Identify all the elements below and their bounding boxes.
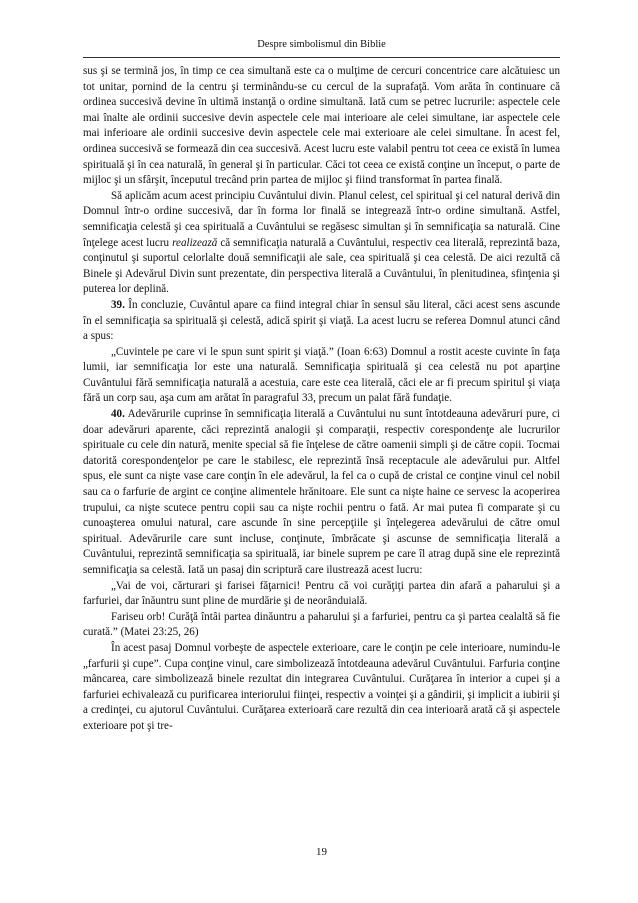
running-header: Despre simbolismul din Biblie xyxy=(257,39,386,50)
scripture-quote-matthew-part-2: Fariseu orb! Curăţă întâi partea dinăuntru a paharului şi a farfuriei, pentru ca şi partea cealaltă să fie curată.” (Matei 23:25, 26) xyxy=(83,610,560,639)
paragraph-text-part: că semnificaţia naturală a Cuvântului, respectiv cea literală, reprezintă baza, conţinutul şi suportul celorlalte două semnificaţii ale sale, cea spirituală şi cea celestă. De aici rezultă că Binele şi Adevărul Divin sunt prezentate, din perspectiva literală a Cuvântului, în plenitudinea, sfinţenia şi puterea lor deplină. xyxy=(83,236,560,296)
section-number: 39. xyxy=(111,298,125,311)
section-number: 40. xyxy=(111,408,125,421)
paragraph-text-part: Să aplicăm acum acest principiu Cuvântului divin. Planul celest, cel spiritual şi cel natural derivă din Domnul într-o ordine succesivă, dar în forma lor finală se integrează într-o ordine simultană. Astfel, semnificaţia celestă şi cea spirituală a Cuvântului se regăsesc simultan şi în semnificaţia sa naturală. Cine înţelege acest lucru xyxy=(83,189,560,249)
section-40 xyxy=(83,407,560,579)
page-number: 19 xyxy=(316,846,327,858)
body-text xyxy=(83,64,560,735)
section-39 xyxy=(83,298,560,345)
scripture-quote-john: „Cuvintele pe care vi le spun sunt spirit şi viaţă.” (Ioan 6:63) Domnul a rostit aceste cuvinte în faţa lumii, iar semnificaţia lor este una naturală. Semnificaţia spirituală şi cea celestă nu pot aparţine Cuvântului fără semnificaţia naturală a acestuia, care este cea literală, căci ele ar fi precum spiritul şi viaţa fără un corp sau, aşa cum am arătat în paragraful 33, precum un palat fără fundaţie. xyxy=(83,345,560,405)
paragraph-continuation: sus şi se termină jos, în timp ce cea simultană este ca o mulţime de cercuri concentrice care alcătuiesc un tot unitar, pornind de la centru şi terminându-se cu cercul de la suprafaţă. Vom arăta în continuare că ordinea succesivă devine în ultimă instanţă o ordine simultană. Iată cum se petrec lucrurile: aspectele cele mai înalte ale ordinii succesive devin aspectele cele mai interioare ale celei simultane, iar aspectele cele mai inferioare ale ordinii succesive devin aspectele cele mai exterioare ale celei simultane. În acest fel, ordinea succesivă se formează din cea succesivă. Acest lucru este valabil pentru tot ceea ce există în lumea spirituală şi în cea naturală, în general şi în particular. Căci tot ceea ce există conţine un început, o parte de mijloc şi un sfârşit, începutul trecând prin partea de mijloc şi fiind transformat în partea finală. xyxy=(83,65,560,187)
header-divider xyxy=(83,57,560,58)
emphasized-word: realizează xyxy=(172,236,218,249)
paragraph-commentary: În acest pasaj Domnul vorbeşte de aspectele exterioare, care le conţin pe cele interioare, numindu-le „farfurii şi cupe”. Cupa conţine vinul, care simbolizează întotdeauna adevărul Cuvântului. Farfuria conţine mâncarea, care simbolizează binele rezultat din integrarea Cuvântului. Curăţarea în interior a cupei şi a farfuriei echivalează cu purificarea interiorului fiinţei, respectiv a voinţei şi a gândirii, şi implicit a iubirii şi a credinţei, cu ajutorul Cuvântului. Curăţarea exterioară care rezultă din cea interioară arată că şi aspectele exterioare pot şi tre- xyxy=(83,641,560,732)
section-text: Adevărurile cuprinse în semnificaţia literală a Cuvântului nu sunt întotdeauna adevăruri pure, ci doar adevăruri aparente, căci reprezintă analogii şi comparaţii, respectiv corespondenţe ale lucrurilor spirituale cu cele din natură, menite special să fie înţelese de către oamenii simpli şi de către copii. Tocmai datorită corespondenţelor pe care le stabilesc, ele reprezintă însă receptacule ale adevărului pur. Altfel spus, ele sunt ca nişte vase care conţin în ele adevărul, la fel ca o cupă de cristal ce conţine vinul cel nobil sau ca o farfurie de argint ce conţine alimentele hrănitoare. Ele sunt ca nişte haine ce servesc la acoperirea trupului, ca nişte scutece pentru copii sau ca nişte rochii pentru o fată. Ar mai putea fi comparate şi cu cunoaşterea omului natural, care ascunde în sine percepţiile şi înţelegerea adevărului de către omul spiritual. Adevărurile care sunt incluse, conţinute, îmbrăcate şi ascunse de semnificaţia literală a Cuvântului, reprezintă semnificaţia sa spirituală, iar binele suprem pe care îl atrag după sine ele reprezintă semnificaţia sa celestă. Iată un pasaj din scriptură care ilustrează acest lucru: xyxy=(83,408,560,576)
section-text: În concluzie, Cuvântul apare ca fiind integral chiar în sensul său literal, căci acest sens ascunde în el semnificaţia sa spirituală şi celestă, adică spirit şi viaţă. La acest lucru se referea Domnul atunci când a spus: xyxy=(83,298,560,343)
scripture-quote-matthew-part-1: „Vai de voi, cărturari şi farisei făţarnici! Pentru că voi curăţiţi partea din afară a paharului şi a farfuriei, dar înăuntru sunt pline de murdărie şi de neorânduială. xyxy=(83,579,560,608)
paragraph-word-principle xyxy=(83,189,560,298)
